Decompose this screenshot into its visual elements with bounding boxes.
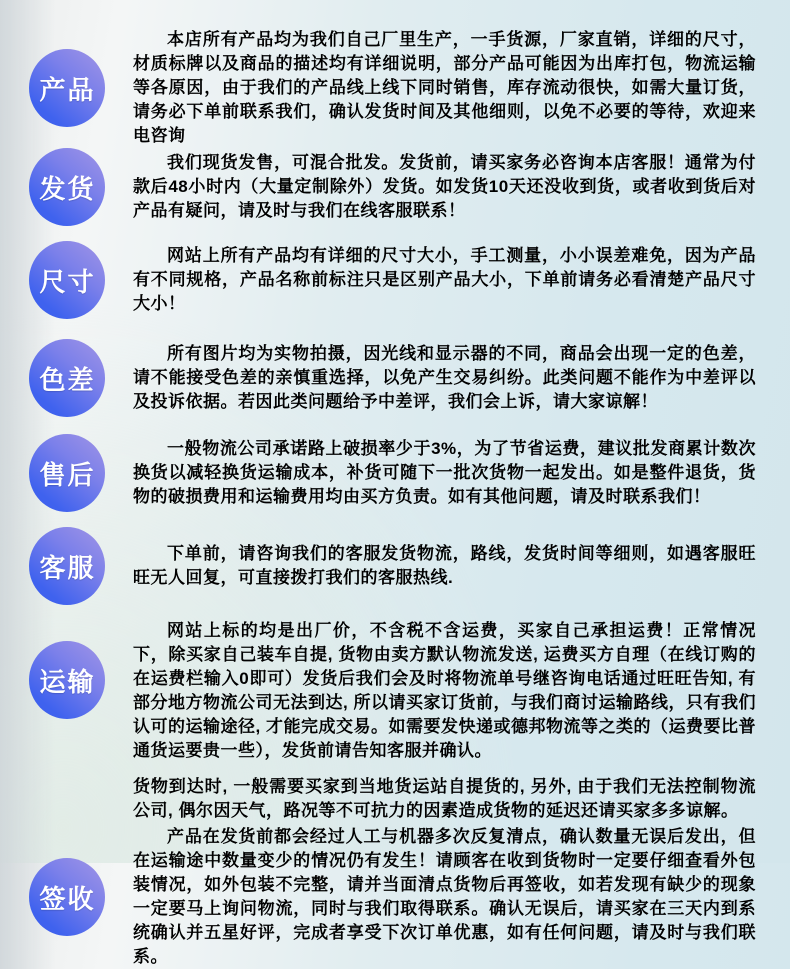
badge-column (0, 858, 133, 936)
sign-receipt-badge-label: 签收 (39, 883, 96, 914)
customer-service-badge (29, 527, 105, 605)
badge-column (0, 339, 133, 417)
section-after-sales (0, 434, 790, 512)
size-paragraph: 网站上所有产品均有详细的尺寸大小，手工测量，小小误差难免，因为产品有不同规格，产品名称前标注只是区别产品大小，下单前请务必看清楚产品尺寸大小！ (133, 246, 756, 313)
shipping-badge (29, 148, 105, 226)
badge-column (0, 527, 133, 605)
shipping-paragraph: 我们现货发售，可混合批发。发货前，请买家务必咨询本店客服！通常为付款后48小时内（大量定制除外）发货。如发货10天还没收到货，或者收到货后对产品有疑问，请及时与我们在线客服联系！ (133, 153, 756, 220)
product-badge-label: 产品 (39, 74, 96, 105)
after-sales-badge (29, 434, 105, 512)
color-difference-paragraph: 所有图片均为实物拍摄，因光线和显示器的不同，商品会出现一定的色差，请不能接受色差的亲慎重选择，以免产生交易纠纷。此类问题不能作为中差评以及投诉依据。若因此类问题给予中差评，我们会上诉，请大家谅解！ (133, 344, 756, 411)
transport-paragraph-1: 网站上标的均是出厂价，不含税不含运费，买家自己承担运费！正常情况下，除买家自己装车自提, 货物由卖方默认物流发送, 运费买方自理（在线订购的在运费栏输入0即可）发货后我们会及时将物流单号继咨询电话通过旺旺告知, 有部分地方物流公司无法到达, 所以请买家订货前，与我们商讨运输路线，只有我们认可的运输途径, 才能完成交易。如需要发快递或德邦物流等之类的（运费要比普通货运要贵一些），发货前请告知客服并确认。 (133, 621, 756, 760)
customer-service-badge-label: 客服 (39, 552, 96, 583)
after-sales-badge-label: 售后 (39, 459, 96, 490)
section-text (133, 619, 790, 823)
transport-paragraph-2: 货物到达时, 一般需要买家到当地货运站自提货的, 另外, 由于我们无法控制物流公司, 偶尔因天气，路况等不可抗力的因素造成货物的延迟还请买家多多谅解。 (133, 777, 756, 820)
badge-column (0, 641, 133, 719)
transport-badge-label: 运输 (39, 666, 96, 697)
after-sales-paragraph: 一般物流公司承诺路上破损率少于3%，为了节省运费，建议批发商累计数次换货以减轻换货运输成本，补货可随下一批次货物一起发出。如是整件退货，货物的破损费用和运输费用均由买方负责。如有其他问题，请及时联系我们！ (133, 439, 756, 506)
product-paragraph: 本店所有产品均为我们自己厂里生产，一手货源，厂家直销，详细的尺寸，材质标牌以及商品的描述均有详细说明，部分产品可能因为出库打包，物流运输等各原因，由于我们的产品线上线下同时销售，库存流动很快，如需大量订货，请务必下单前联系我们，确认发货时间及其他细则，以免不必要的等待，欢迎来电咨询 (133, 30, 756, 145)
size-badge (29, 241, 105, 319)
badge-column (0, 241, 133, 319)
section-text (133, 437, 790, 509)
transport-badge (29, 641, 105, 719)
shipping-badge-label: 发货 (39, 173, 96, 204)
sign-receipt-paragraph: 产品在发货前都会经过人工与机器多次反复清点，确认数量无误后发出，但在运输途中数量变少的情况仍有发生！请顾客在收到货物时一定要仔细查看外包装情况，如外包装不完整，请并当面清点货物后再签收，如若发现有缺少的现象一定要马上询问物流，同时与我们取得联系。确认无误后，请买家在三天内到系统确认并五星好评，完成者享受下次订单优惠，如有任何问题，请及时与我们联系。 (133, 827, 756, 966)
sign-receipt-badge (29, 858, 105, 936)
product-badge (29, 49, 105, 127)
section-product (0, 28, 790, 148)
color-difference-badge-label: 色差 (39, 364, 96, 395)
section-text (133, 342, 790, 414)
section-text (133, 825, 790, 969)
section-color-difference (0, 339, 790, 417)
badge-column (0, 49, 133, 127)
badge-column (0, 148, 133, 226)
section-customer-service (0, 527, 790, 605)
color-difference-badge (29, 339, 105, 417)
section-size (0, 241, 790, 319)
section-transport (0, 619, 790, 823)
section-sign-receipt (0, 825, 790, 969)
section-text (133, 151, 790, 223)
customer-service-paragraph: 下单前，请咨询我们的客服发货物流，路线，发货时间等细则，如遇客服旺旺无人回复，可直接拨打我们的客服热线. (133, 544, 756, 587)
size-badge-label: 尺寸 (39, 266, 96, 297)
section-text (133, 244, 790, 316)
section-text (133, 28, 790, 148)
badge-column (0, 434, 133, 512)
section-text (133, 542, 790, 590)
section-shipping (0, 148, 790, 226)
